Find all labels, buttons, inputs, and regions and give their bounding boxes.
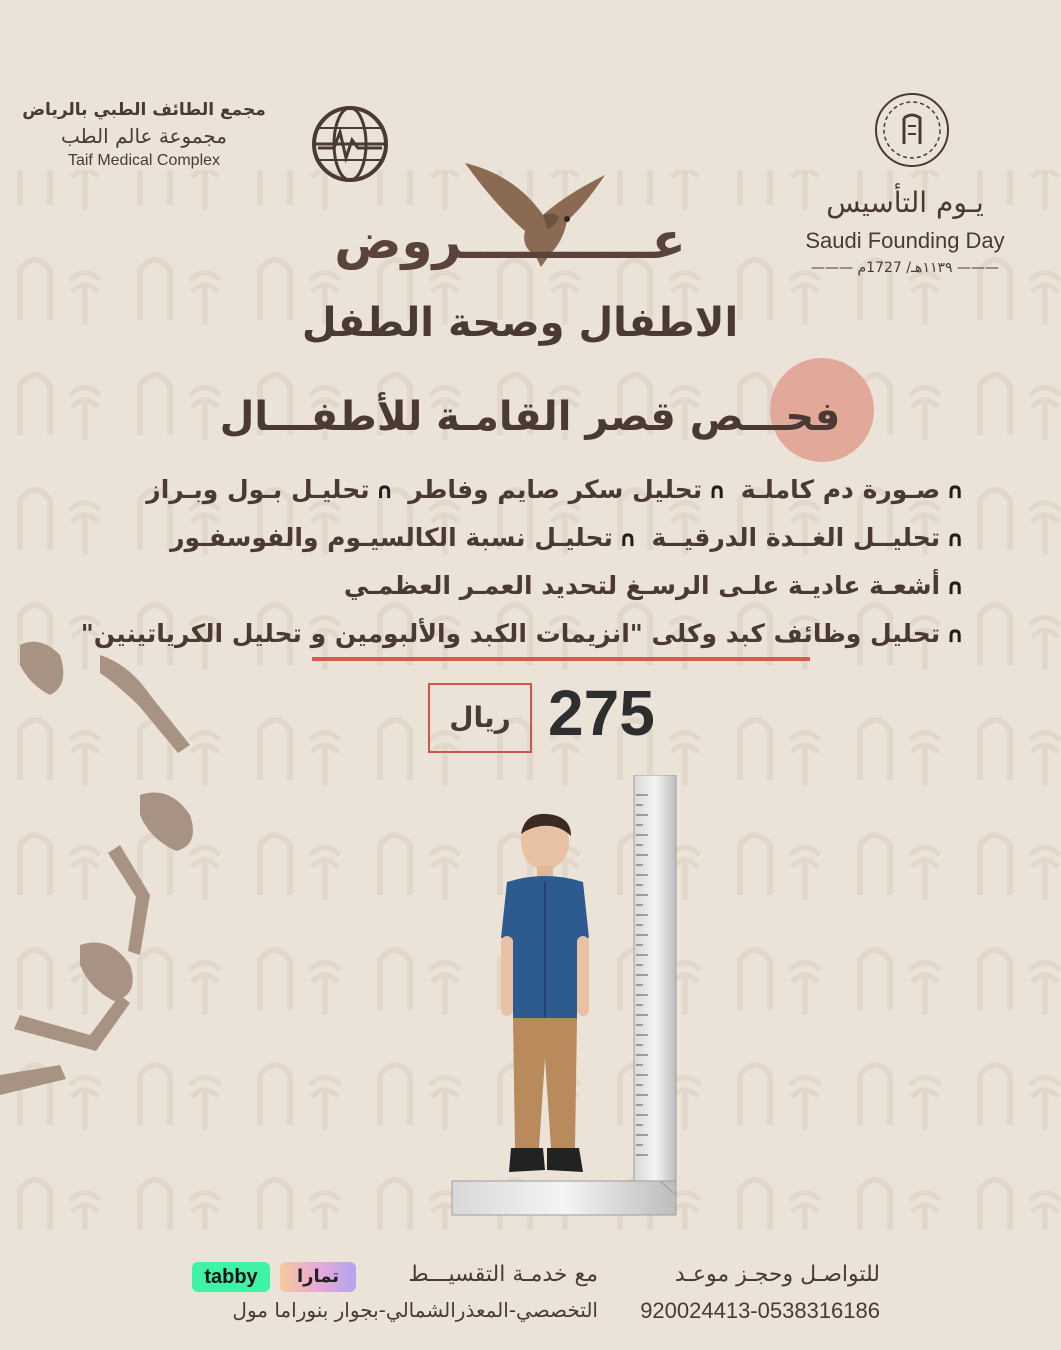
arch-bullet-icon: ∩ <box>946 479 964 504</box>
founding-day-en: Saudi Founding Day <box>805 228 1005 253</box>
currency-badge: ريال <box>428 683 532 753</box>
clinic-group-ar: مجموعة عالم الطب <box>60 124 227 148</box>
founding-day-date: ——— ١١٣٩هـ/ 1727م ——— <box>811 260 999 276</box>
clinic-header <box>14 100 274 170</box>
divider <box>312 657 810 661</box>
address: التخصصي-المعذرالشمالي-بجوار بنوراما مول <box>232 1298 598 1322</box>
tamara-badge: تمارا <box>280 1262 356 1292</box>
clinic-globe-logo-icon <box>284 88 396 200</box>
phone-numbers[interactable]: 920024413-0538316186 <box>640 1298 880 1323</box>
tests-list <box>80 466 970 658</box>
tests-line-4 <box>80 610 970 658</box>
list-item: صـورة دم كاملـة <box>740 475 941 504</box>
tabby-badge: tabby <box>192 1262 270 1292</box>
clinic-name-en: Taif Medical Complex <box>67 152 221 169</box>
child-figure <box>485 808 605 1188</box>
list-item: تحليل سكر صايم وفاطر <box>408 475 703 504</box>
tests-line-1 <box>146 466 970 514</box>
list-item: أشعـة عاديـة علـى الرسـغ لتحديد العمـر العظمـي <box>343 571 941 600</box>
arch-bullet-icon: ∩ <box>946 527 964 552</box>
arch-bullet-icon: ∩ <box>375 479 394 504</box>
arch-bullet-icon: ∩ <box>708 479 726 504</box>
installments-label: مع خدمـة التقسيـــط <box>408 1262 598 1287</box>
list-item: تحليــل الغــدة الدرقيــة <box>651 523 941 552</box>
contact-label: للتواصـل وحجـز موعـد <box>674 1262 880 1287</box>
offers-title: عـــــــــــروض <box>334 212 686 270</box>
test-title: فحـــص قصر القامـة للأطفـــال <box>219 394 841 440</box>
list-item: تحليل وظائف كبد وكلى "انزيمات الكبد والألبومين و تحليل الكرياتينين" <box>80 619 941 648</box>
founding-day-ar: يـوم التأسيس <box>826 186 984 219</box>
arch-bullet-icon: ∩ <box>946 623 964 648</box>
tests-line-2 <box>170 514 970 562</box>
tests-line-3 <box>170 562 970 610</box>
list-item: تحليـل بـول وبـراز <box>146 475 370 504</box>
dancer-figures-icon <box>0 595 230 1115</box>
offer-subtitle: الاطفال وصحة الطفل <box>301 300 739 346</box>
arch-bullet-icon: ∩ <box>618 527 637 552</box>
price-value: 275 <box>548 677 655 749</box>
list-item: تحليـل نسبة الكالسيـوم والفوسفـور <box>170 523 613 552</box>
arch-bullet-icon: ∩ <box>946 575 964 600</box>
clinic-name-ar: مجمع الطائف الطبي بالرياض <box>22 100 266 120</box>
founding-day-emblem-icon <box>864 92 960 168</box>
